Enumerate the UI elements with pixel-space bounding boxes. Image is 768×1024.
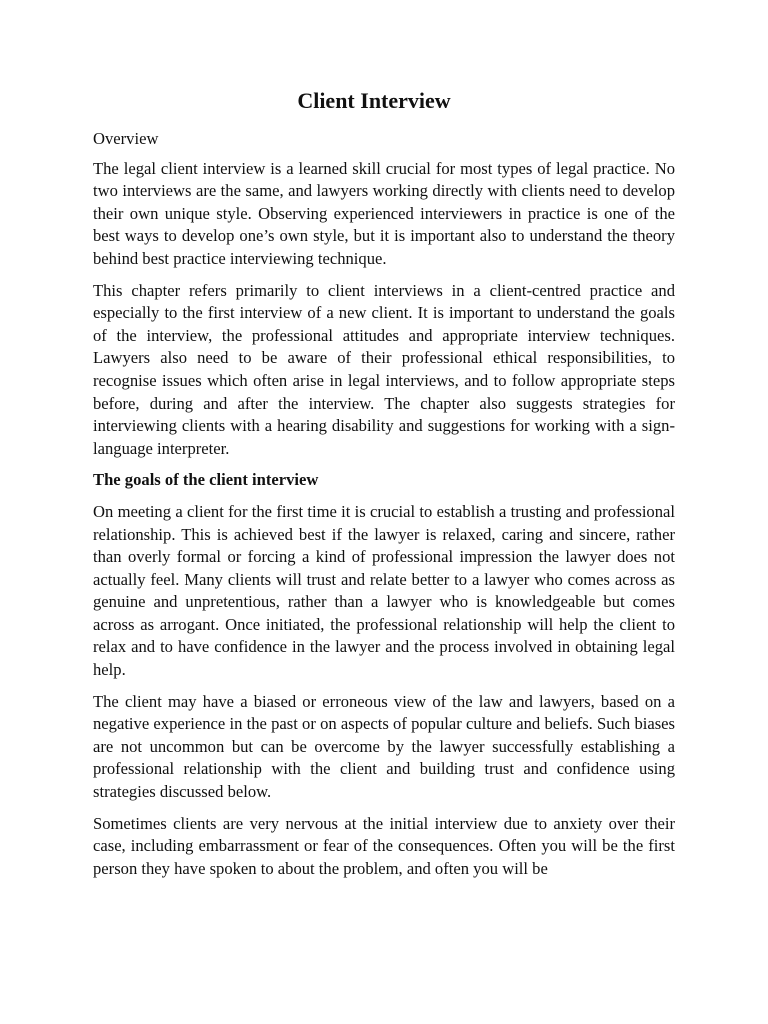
paragraph-goals-1: On meeting a client for the first time it is crucial to establish a trusting and professional relationship. This is achieved best if the lawyer is relaxed, caring and sincere, rather than overly formal or forcing a kind of professional impression the lawyer does not actually feel. Many clients will trust and relate better to a lawyer who comes across as genuine and unpretentious, rather than a lawyer who is knowledgeable but comes across as arrogant. Once initiated, the professional relationship will help the client to relax and to have confidence in the lawyer and the process involved in obtaining legal help.: [93, 501, 675, 680]
paragraph-goals-3: Sometimes clients are very nervous at the initial interview due to anxiety over their case, including embarrassment or fear of the consequences. Often you will be the first person they have spoken to about the problem, and often you will be: [93, 813, 675, 878]
paragraph-intro-2: This chapter refers primarily to client interviews in a client-centred practice and especially to the first interview of a new client. It is important to understand the goals of the interview, the professional attitudes and appropriate interview techniques. Lawyers also need to be aware of their professional ethical responsibilities, to recognise issues which often arise in legal interviews, and to follow appropriate steps before, during and after the interview. The chapter also suggests strategies for interviewing clients with a hearing disability and suggestions for working with a sign-language interpreter.: [93, 280, 675, 458]
paragraph-intro-1: The legal client interview is a learned skill crucial for most types of legal practice. No two interviews are the same, and lawyers working directly with clients need to develop their own unique style. Observing experienced interviewers in practice is one of the best ways to develop one’s own style, but it is important also to understand the theory behind best practice interviewing technique.: [93, 158, 675, 268]
document-page: [93, 86, 675, 889]
section-heading-goals: The goals of the client interview: [93, 470, 319, 490]
document-title: Client Interview: [297, 88, 451, 113]
overview-heading: Overview: [93, 129, 159, 148]
paragraph-goals-2: The client may have a biased or erroneous view of the law and lawyers, based on a negative experience in the past or on aspects of popular culture and beliefs. Such biases are not uncommon but can be overcome by the lawyer successfully establishing a professional relationship with the client and building trust and confidence using strategies discussed below.: [93, 691, 675, 802]
